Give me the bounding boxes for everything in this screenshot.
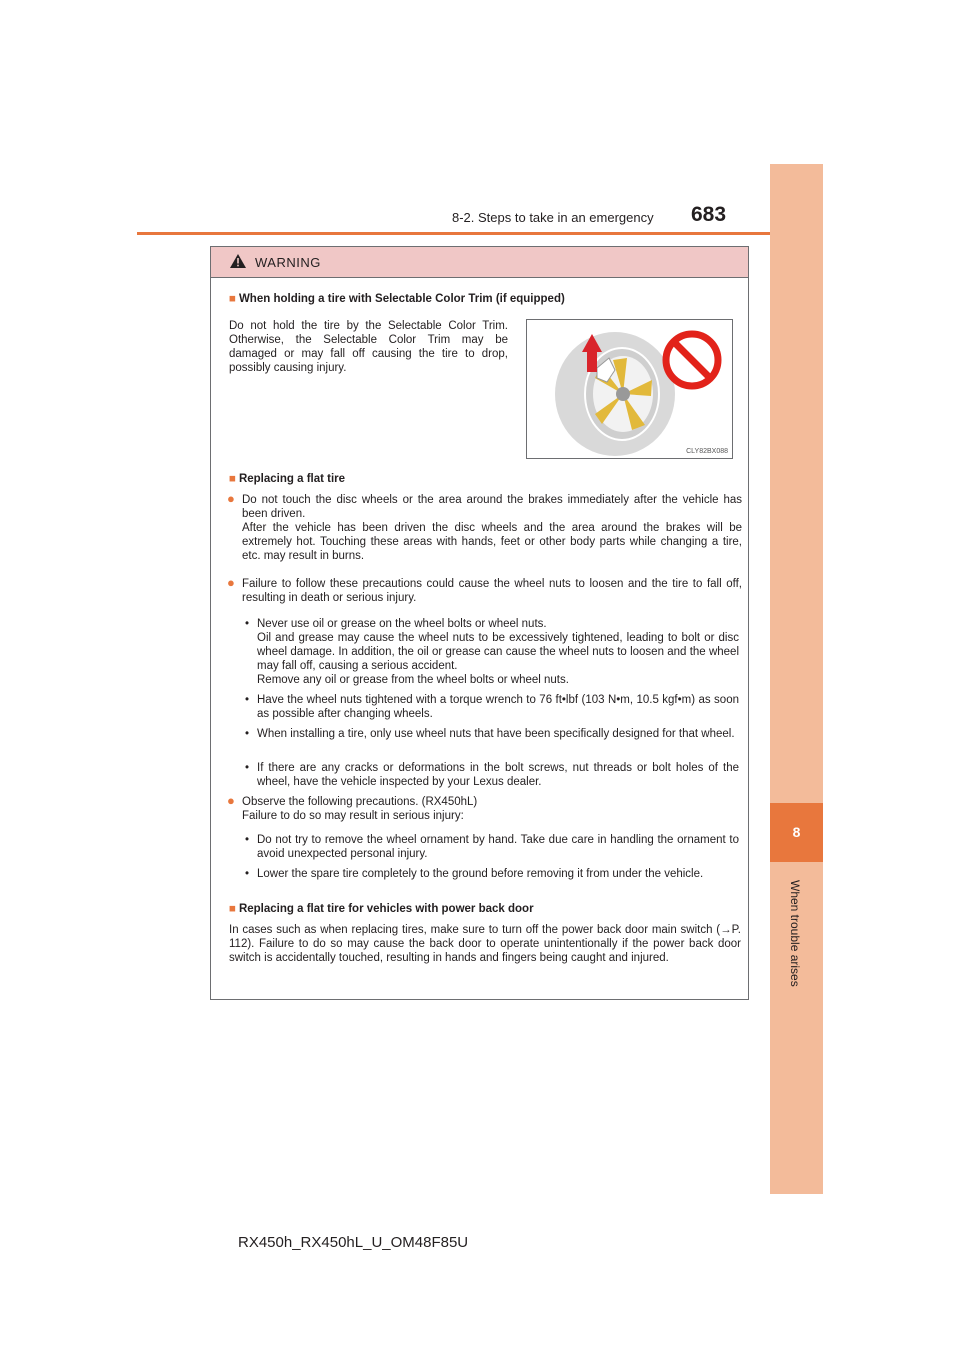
chapter-title: When trouble arises — [788, 880, 802, 987]
document-code: RX450h_RX450hL_U_OM48F85U — [238, 1234, 469, 1251]
sub-bullet-spare-tire: • Lower the spare tire completely to the ground before removing it from under the vehicle. — [245, 868, 704, 880]
bullet-dot-icon: ● — [227, 491, 235, 506]
section-heading-replacing-flat-tire: ■ Replacing a flat tire — [229, 473, 346, 485]
bullet-dot-icon: ● — [227, 793, 235, 808]
warning-header — [211, 247, 748, 278]
sub-bullet-torque: • Have the wheel nuts tightened with a torque wrench to 76 ft•lbf (103 N•m, 10.5 kgf•m) as soon as possible after changing wheels. — [245, 694, 739, 720]
warning-title: WARNING — [255, 254, 321, 270]
chapter-side-tab — [770, 164, 823, 1194]
sub-bullet-no-oil: • Never use oil or grease on the wheel bolts or wheel nuts. Oil and grease may cause the wheel nuts to be excessively tightened, leading to bolt or disc wheel damage. In addition, the oil or grease can cause the wheel nuts to loosen and the wheel may fall off, causing a serious accident. Remove any oil or grease from the wheel bolts or wheel nuts. — [245, 618, 739, 686]
square-bullet-icon: ■ — [229, 903, 236, 915]
bullet-dot-icon: ● — [227, 575, 235, 590]
square-bullet-icon: ■ — [229, 473, 236, 485]
section-heading-power-back-door: ■ Replacing a flat tire for vehicles with power back door — [229, 903, 534, 915]
bullet-precautions: Failure to follow these precautions could cause the wheel nuts to loosen and the tire to fall off, resulting in death or serious injury. — [242, 578, 742, 604]
tire-illustration — [527, 320, 732, 458]
section-header: 8-2. Steps to take in an emergency — [452, 210, 654, 225]
chapter-number: 8 — [770, 803, 823, 862]
color-trim-text: Do not hold the tire by the Selectable Color Trim. Otherwise, the Selectable Color Trim may be damaged or may fall off causing the tire to drop, possibly causing injury. — [229, 320, 508, 374]
section-heading-color-trim: ■ When holding a tire with Selectable Color Trim (if equipped) — [229, 293, 565, 305]
bullet-disc-wheels: Do not touch the disc wheels or the area around the brakes immediately after the vehicle has been driven. After the vehicle has been driven the disc wheels and the area around the brakes will be extremely hot. Touching these areas with hands, feet or other body parts while changing a tire, etc. may result in burns. — [242, 494, 742, 562]
sub-bullet-wheel-ornament: • Do not try to remove the wheel ornament by hand. Take due care in handling the ornament to avoid unexpected personal injury. — [245, 834, 739, 860]
sub-bullet-wheel-nuts: • When installing a tire, only use wheel nuts that have been specifically designed for that wheel. — [245, 728, 735, 740]
bullet-rx450hl: Observe the following precautions. (RX450hL) Failure to do so may result in serious injury: — [242, 796, 478, 822]
sub-bullet-cracks: • If there are any cracks or deformations in the bolt screws, nut threads or bolt holes of the wheel, have the vehicle inspected by your Lexus dealer. — [245, 762, 739, 788]
power-back-door-text: In cases such as when replacing tires, make sure to turn off the power back door main switch (→P. 112). Failure to do so may cause the back door to operate unintentionally if the power back door switch is accidentally touched, resulting in hands and fingers being caught and injured. — [229, 924, 741, 964]
figure-code: CLY82BX088 — [686, 448, 728, 455]
tire-figure — [526, 319, 733, 459]
warning-box — [210, 246, 749, 1000]
page-number: 683 — [691, 203, 727, 226]
header-rule — [137, 232, 822, 235]
warning-triangle-icon — [229, 253, 247, 272]
square-bullet-icon: ■ — [229, 293, 236, 305]
